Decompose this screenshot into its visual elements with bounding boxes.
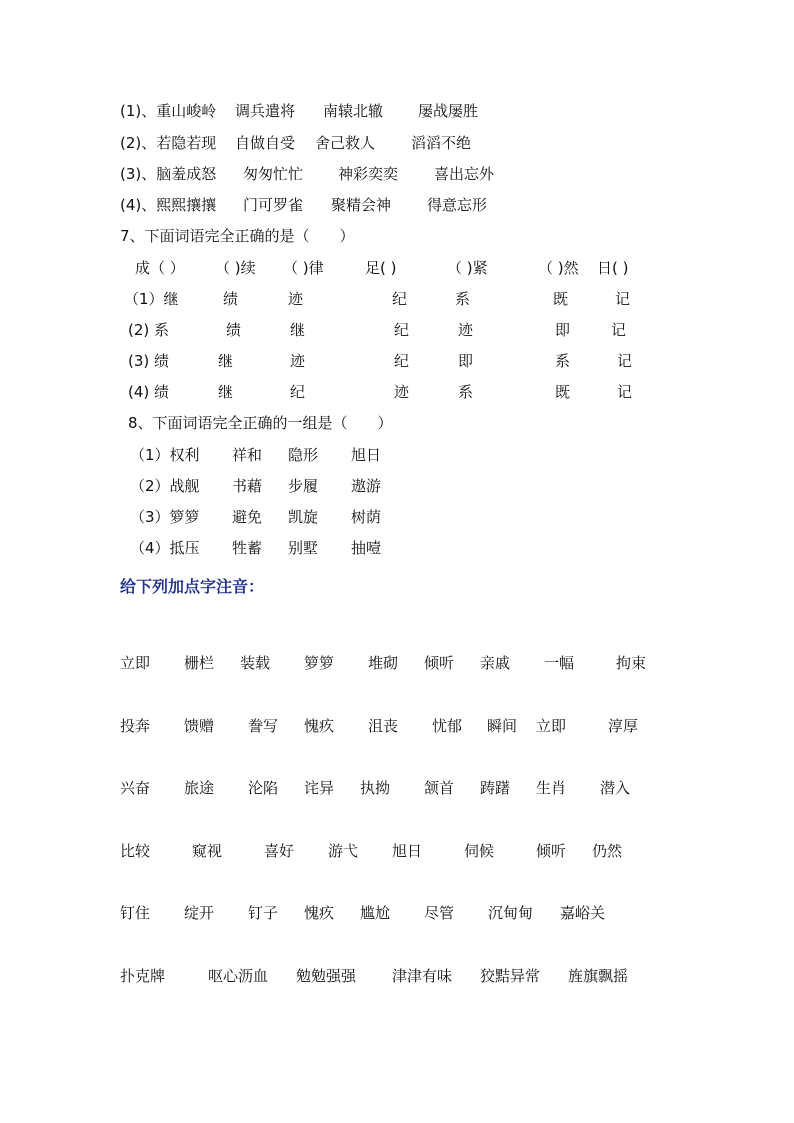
word: 立即 [536, 717, 567, 735]
word: 迹 [288, 290, 304, 308]
word: 神彩奕奕 [338, 165, 399, 183]
q8-option-row [0, 505, 794, 529]
q7-option-row [0, 287, 794, 311]
blank: （ )律 [283, 259, 324, 277]
word: 装载 [240, 654, 271, 672]
word: 沉甸甸 [488, 904, 534, 922]
word: 自做自受 [235, 134, 296, 152]
pinyin-heading-row [0, 575, 794, 599]
word: 抽噎 [351, 539, 382, 557]
word: 屡战屡胜 [418, 102, 479, 120]
word: 系 [455, 290, 471, 308]
word: 滔滔不绝 [411, 134, 472, 152]
blank: 日( ) [597, 259, 629, 277]
word: 继 [218, 383, 234, 401]
word: 绽开 [184, 904, 215, 922]
q8-question [0, 411, 794, 435]
word: 继 [218, 352, 234, 370]
word: 呕心沥血 [208, 967, 269, 985]
word: 记 [617, 383, 633, 401]
word: 记 [617, 352, 633, 370]
word: 旅途 [184, 779, 215, 797]
q8-option-row [0, 536, 794, 560]
word: 伺候 [464, 842, 495, 860]
q6-option-row [0, 99, 794, 123]
word: 继 [290, 321, 306, 339]
word: 钉住 [120, 904, 151, 922]
word: 纪 [290, 383, 306, 401]
q7-blanks [0, 256, 794, 280]
q6-option-row [0, 193, 794, 217]
blank: 成（ ） [135, 259, 185, 277]
word: 津津有味 [392, 967, 453, 985]
word: （1）权利 [130, 446, 200, 464]
word: 纪 [394, 352, 410, 370]
word: 凯旋 [288, 508, 319, 526]
word: (2)、若隐若现 [120, 134, 217, 152]
word: 别墅 [288, 539, 319, 557]
word: 游弋 [328, 842, 359, 860]
word: 淳厚 [608, 717, 639, 735]
q7-option-row [0, 318, 794, 342]
word: 喜出忘外 [434, 165, 495, 183]
blank: （ )紧 [447, 259, 488, 277]
word: 即 [458, 352, 474, 370]
word: 沮丧 [368, 717, 399, 735]
word: (4)、熙熙攘攘 [120, 196, 217, 214]
word: 窥视 [192, 842, 223, 860]
word: 诧异 [304, 779, 335, 797]
word: (3) 绩 [128, 352, 170, 370]
question-text: 7、下面词语完全正确的是（ ） [120, 227, 355, 245]
word: （4）抵压 [130, 539, 200, 557]
word: 牲蓄 [232, 539, 263, 557]
word: 忧郁 [432, 717, 463, 735]
word: 箩箩 [304, 654, 335, 672]
word: 倾听 [424, 654, 455, 672]
word: 调兵遣将 [235, 102, 296, 120]
word: 仍然 [592, 842, 623, 860]
word: (4) 绩 [128, 383, 170, 401]
pinyin-word-row [0, 964, 794, 988]
word: 遨游 [351, 477, 382, 495]
word: 书藉 [232, 477, 263, 495]
word: 愧疚 [304, 717, 335, 735]
word: 拘束 [616, 654, 647, 672]
word: 一幅 [544, 654, 575, 672]
word: 纪 [394, 321, 410, 339]
q8-option-row [0, 474, 794, 498]
word: 避免 [232, 508, 263, 526]
word: 匆匆忙忙 [243, 165, 304, 183]
word: 步履 [288, 477, 319, 495]
word: 栅栏 [184, 654, 215, 672]
word: 嘉峪关 [560, 904, 606, 922]
blank: （ )然 [538, 259, 579, 277]
pinyin-word-row [0, 776, 794, 800]
word: （1）继 [124, 290, 179, 308]
word: 迹 [290, 352, 306, 370]
word: 狡黠异常 [480, 967, 541, 985]
pinyin-word-row [0, 714, 794, 738]
word: 门可罗雀 [243, 196, 304, 214]
q8-option-row [0, 443, 794, 467]
q7-option-row [0, 349, 794, 373]
word: 喜好 [264, 842, 295, 860]
section-heading: 给下列加点字注音： [120, 577, 265, 596]
pinyin-word-row [0, 651, 794, 675]
word: 瞬间 [487, 717, 518, 735]
word: 纪 [392, 290, 408, 308]
word: 扑克牌 [120, 967, 166, 985]
word: 系 [555, 352, 571, 370]
word: 愧疚 [304, 904, 335, 922]
word: 既 [553, 290, 569, 308]
word: 钉子 [248, 904, 279, 922]
word: 颔首 [424, 779, 455, 797]
word: 即 [555, 321, 571, 339]
word: 执拗 [360, 779, 391, 797]
word: 堆砌 [368, 654, 399, 672]
word: 生肖 [536, 779, 567, 797]
word: 绩 [226, 321, 242, 339]
question-text: 8、下面词语完全正确的一组是（ ） [128, 414, 393, 432]
blank: 足( ) [365, 259, 397, 277]
q7-option-row [0, 380, 794, 404]
word: 勉勉强强 [296, 967, 357, 985]
word: 兴奋 [120, 779, 151, 797]
word: 旭日 [351, 446, 382, 464]
pinyin-word-row [0, 901, 794, 925]
word: 沦陷 [248, 779, 279, 797]
word: 记 [615, 290, 631, 308]
word: 尽管 [424, 904, 455, 922]
q6-option-row [0, 131, 794, 155]
word: 潜入 [600, 779, 631, 797]
word: 誊写 [248, 717, 279, 735]
word: 踌躇 [480, 779, 511, 797]
blank: （ )续 [215, 259, 256, 277]
word: 倾听 [536, 842, 567, 860]
word: 比较 [120, 842, 151, 860]
q6-option-row [0, 162, 794, 186]
word: 馈赠 [184, 717, 215, 735]
word: 树荫 [351, 508, 382, 526]
word: 迹 [394, 383, 410, 401]
word: 立即 [120, 654, 151, 672]
word: 舍己救人 [315, 134, 376, 152]
word: 记 [611, 321, 627, 339]
word: 既 [555, 383, 571, 401]
word: 隐形 [288, 446, 319, 464]
word: 祥和 [232, 446, 263, 464]
word: 得意忘形 [427, 196, 488, 214]
word: 南辕北辙 [323, 102, 384, 120]
word: 尴尬 [360, 904, 391, 922]
word: 聚精会神 [331, 196, 392, 214]
q7-question [0, 224, 794, 248]
word: （3）箩箩 [130, 508, 200, 526]
word: 绩 [223, 290, 239, 308]
word: 系 [458, 383, 474, 401]
word: 迹 [458, 321, 474, 339]
word: (1)、重山峻岭 [120, 102, 217, 120]
word: 旌旗飘摇 [568, 967, 629, 985]
pinyin-word-row [0, 839, 794, 863]
word: (2) 系 [128, 321, 170, 339]
word: 亲戚 [480, 654, 511, 672]
word: 投奔 [120, 717, 151, 735]
word: （2）战舰 [130, 477, 200, 495]
word: (3)、脑羞成怒 [120, 165, 217, 183]
word: 旭日 [392, 842, 423, 860]
